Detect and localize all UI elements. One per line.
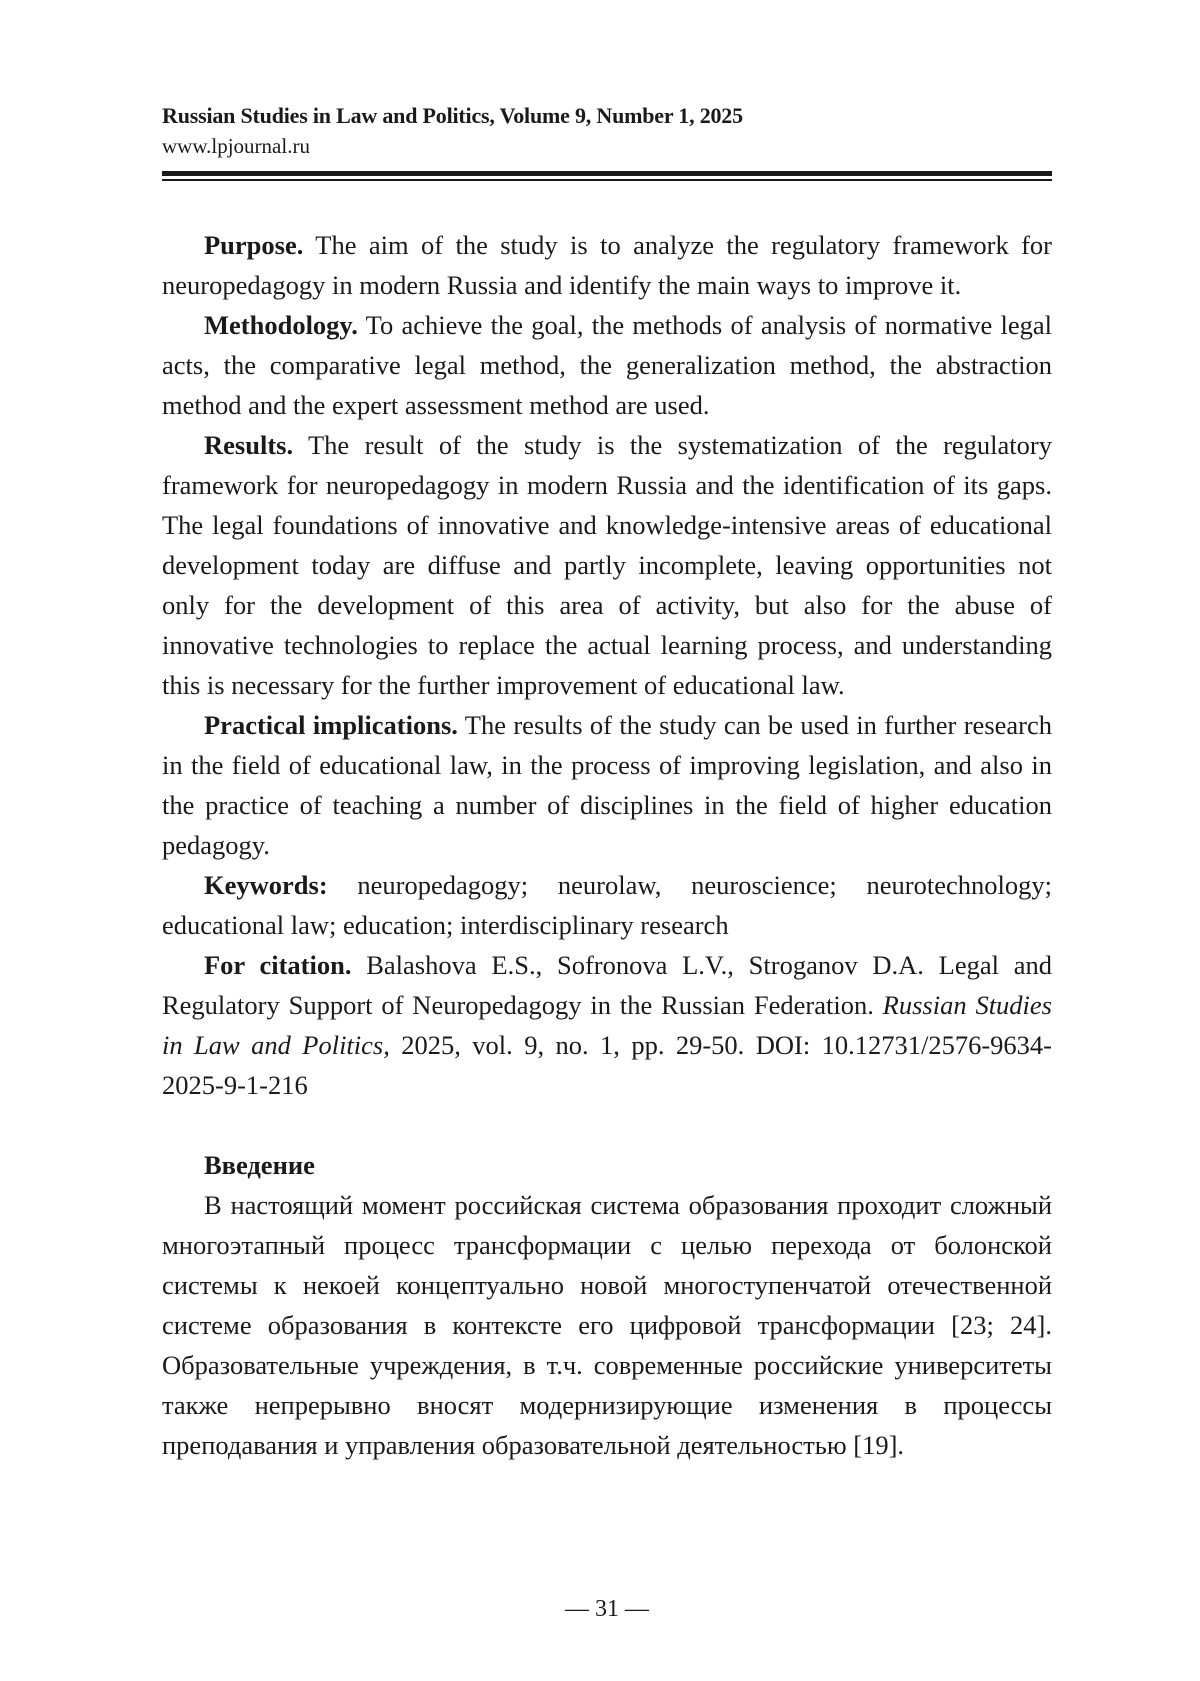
practical-implications-text: The results of the study can be used in further research in the field of educational law, in the process of improving legislation, and also in the practice of teaching a number of disciplines in the field of higher education pedagogy. bbox=[162, 710, 1052, 860]
journal-title: Russian Studies in Law and Politics, Volume 9, Number 1, 2025 bbox=[162, 103, 743, 128]
purpose-label: Purpose. bbox=[204, 230, 304, 260]
introduction-paragraph: В настоящий момент российская система образования проходит сложный многоэтапный процесс трансформации с целью перехода от болонской системы к некоей концептуально новой многоступенчатой отечественной системе образования в контексте его цифровой трансформации [23; 24]. Образовательные учреждения, в т.ч. современные российские университеты также непрерывно вносят модернизирующие изменения в процессы преподавания и управления образовательной деятельностью [19]. bbox=[162, 1190, 1052, 1460]
abstract-results bbox=[162, 425, 1052, 705]
page-number: — 31 — bbox=[565, 1596, 649, 1622]
purpose-text: The aim of the study is to analyze the regulatory framework for neuropedagogy in modern Russia and identify the main ways to improve it. bbox=[162, 230, 1052, 300]
methodology-text: To achieve the goal, the methods of analysis of normative legal acts, the comparative legal method, the generalization method, the abstraction method and the expert assessment method are used. bbox=[162, 310, 1052, 420]
abstract-keywords bbox=[162, 865, 1052, 945]
citation-journal: Russian Studies in Law and Politics, bbox=[162, 990, 1052, 1060]
practical-implications-label: Practical implications. bbox=[204, 710, 458, 740]
results-text: The result of the study is the systematization of the regulatory framework for neuropedagogy in modern Russia and the identification of its gaps. The legal foundations of innovative and knowledge-intensive areas of educational development today are diffuse and partly incomplete, leaving opportunities not only for the development of this area of activity, but also for the abuse of innovative technologies to replace the actual learning process, and understanding this is necessary for the further improvement of educational law. bbox=[162, 430, 1052, 700]
keywords-label: Keywords: bbox=[204, 870, 328, 900]
methodology-label: Methodology. bbox=[204, 310, 358, 340]
header-rule-thin bbox=[162, 179, 1052, 181]
keywords-text: neuropedagogy; neurolaw, neuroscience; neurotechnology; educational law; education; interdisciplinary research bbox=[162, 870, 1052, 940]
abstract-citation bbox=[162, 945, 1052, 1105]
abstract-practical-implications bbox=[162, 705, 1052, 865]
journal-website: www.lpjournal.ru bbox=[162, 134, 310, 158]
article-body bbox=[162, 225, 1052, 1465]
citation-details: 2025, vol. 9, no. 1, pp. 29-50. DOI: 10.12731/2576-9634-2025-9-1-216 bbox=[162, 1030, 1052, 1100]
header-rule-thick bbox=[162, 171, 1052, 176]
running-head bbox=[162, 101, 1052, 161]
results-label: Results. bbox=[204, 430, 294, 460]
page bbox=[162, 0, 1052, 1681]
abstract-methodology bbox=[162, 305, 1052, 425]
citation-authors-title: Balashova E.S., Sofronova L.V., Stroganov D.A. Legal and Regulatory Support of Neuropedagogy in the Russian Federation. bbox=[162, 950, 1052, 1020]
citation-label: For citation. bbox=[204, 950, 352, 980]
introduction-heading: Введение bbox=[204, 1150, 315, 1180]
abstract-purpose bbox=[162, 225, 1052, 305]
